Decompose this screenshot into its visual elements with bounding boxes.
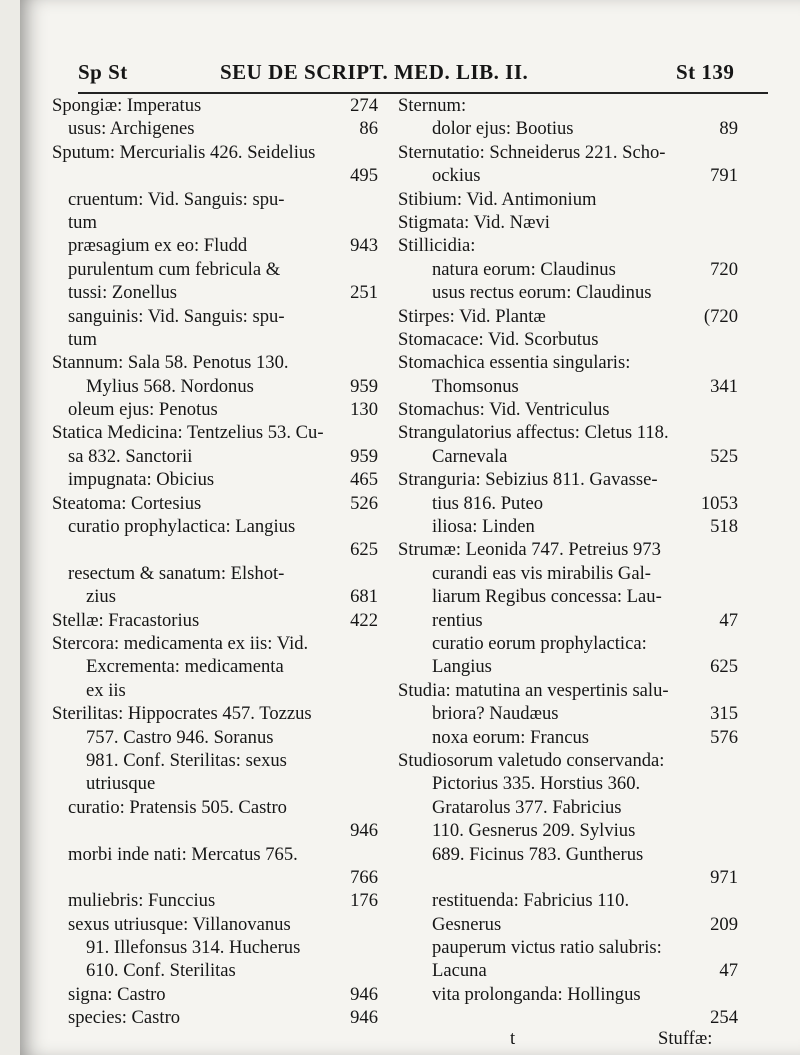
index-entry [52, 515, 378, 538]
index-column-right [398, 94, 738, 1030]
index-entry [398, 398, 738, 421]
index-entry [52, 141, 378, 164]
entry-text: curatio: Pratensis 505. Castro [68, 796, 287, 818]
page-reference: 625 [710, 656, 738, 678]
index-entry [52, 959, 378, 982]
page-reference: 465 [350, 469, 378, 491]
entry-text: pauperum victus ratio salubris: [432, 937, 662, 959]
index-entry [398, 983, 738, 1006]
index-entry [398, 913, 738, 936]
entry-text: præsagium ex eo: Fludd [68, 235, 248, 257]
index-entry [52, 258, 378, 281]
entry-text: ockius [432, 165, 481, 187]
index-entry [398, 866, 738, 889]
entry-text: Stibium: Vid. Antimonium [398, 188, 597, 210]
entry-text: curatio prophylactica: Langius [68, 516, 296, 538]
entry-text: Stillicidia: [398, 235, 476, 257]
running-header [78, 58, 768, 94]
page-reference: 946 [350, 1007, 378, 1029]
entry-text: Strangulatorius affectus: Cletus 118. [398, 422, 669, 444]
index-entry [398, 936, 738, 959]
entry-text: Strumæ: Leonida 747. Petreius 973 [398, 539, 661, 561]
entry-text: 91. Illefonsus 314. Hucherus [86, 937, 301, 959]
entry-text: Carnevala [432, 445, 508, 467]
page-reference: 946 [350, 983, 378, 1005]
page-reference: 315 [710, 703, 738, 725]
page-reference: 946 [350, 820, 378, 842]
entry-text: Stellæ: Fracastorius [52, 609, 200, 631]
index-entry [398, 492, 738, 515]
entry-text: Sputum: Mercurialis 426. Seidelius [52, 141, 316, 163]
page-reference: 959 [350, 375, 378, 397]
page-reference: 47 [719, 960, 738, 982]
index-entry [52, 468, 378, 491]
entry-text: rentius [432, 609, 483, 631]
page-reference: 47 [719, 609, 738, 631]
index-entry [52, 351, 378, 374]
index-entry [398, 117, 738, 140]
page-reference: 130 [350, 399, 378, 421]
entry-text: curatio eorum prophylactica: [432, 632, 647, 654]
index-entry [52, 375, 378, 398]
page-reference: 1053 [700, 492, 738, 514]
index-entry [52, 585, 378, 608]
entry-text: tum [68, 211, 97, 233]
index-entry [398, 281, 738, 304]
index-entry [398, 234, 738, 257]
entry-text: tum [68, 328, 97, 350]
catchword: Stuffæ: [658, 1028, 713, 1049]
index-entry [398, 468, 738, 491]
index-entry [52, 445, 378, 468]
page-reference: (720 [703, 305, 738, 327]
page-reference: 254 [710, 1007, 738, 1029]
index-entry [52, 421, 378, 444]
index-entry [52, 796, 378, 819]
index-entry [398, 328, 738, 351]
entry-text: cruentum: Vid. Sanguis: spu- [68, 188, 285, 210]
index-entry [398, 749, 738, 772]
entry-text: zius [86, 586, 116, 608]
index-entry [52, 398, 378, 421]
entry-text: muliebris: Funccius [68, 890, 216, 912]
index-entry [52, 164, 378, 187]
entry-text: species: Castro [68, 1007, 181, 1029]
entry-text: Sternum: [398, 95, 467, 116]
entry-text: sanguinis: Vid. Sanguis: spu- [68, 305, 285, 327]
page-reference: 681 [350, 586, 378, 608]
index-entry [398, 1006, 738, 1029]
entry-text: utriusque [86, 773, 156, 795]
page-reference: 526 [350, 492, 378, 514]
index-entry [398, 679, 738, 702]
index-entry [398, 585, 738, 608]
header-title: SEU DE SCRIPT. MED. LIB. II. [220, 60, 529, 84]
index-entry [52, 117, 378, 140]
index-entry [52, 843, 378, 866]
index-entry [398, 258, 738, 281]
entry-text: 757. Castro 946. Soranus [86, 726, 274, 748]
index-entry [398, 188, 738, 211]
page-reference: 525 [710, 445, 738, 467]
entry-text: Sterilitas: Hippocrates 457. Tozzus [52, 703, 312, 725]
index-entry [398, 889, 738, 912]
page-reference: 943 [350, 235, 378, 257]
entry-text: Langius [432, 656, 492, 678]
entry-text: Stigmata: Vid. Nævi [398, 211, 550, 233]
entry-text: restituenda: Fabricius 110. [432, 890, 630, 912]
index-entry [52, 94, 378, 117]
index-entry [52, 281, 378, 304]
entry-text: tussi: Zonellus [68, 282, 177, 304]
page-reference: 791 [710, 165, 738, 187]
entry-text: morbi inde nati: Mercatus 765. [68, 843, 298, 865]
index-entry [398, 726, 738, 749]
entry-text: Studiosorum valetudo conservanda: [398, 749, 665, 771]
entry-text: Mylius 568. Nordonus [86, 375, 254, 397]
entry-text: vita prolonganda: Hollingus [432, 983, 641, 1005]
entry-text: Statica Medicina: Tentzelius 53. Cu- [52, 422, 324, 444]
index-entry [52, 679, 378, 702]
index-entry [398, 141, 738, 164]
index-entry [398, 655, 738, 678]
index-entry [398, 211, 738, 234]
index-entry [52, 188, 378, 211]
page-reference: 720 [710, 258, 738, 280]
entry-text: Stercora: medicamenta ex iis: Vid. [52, 632, 309, 654]
index-entry [52, 726, 378, 749]
entry-text: Stomacace: Vid. Scorbutus [398, 328, 599, 350]
entry-text: natura eorum: Claudinus [432, 258, 616, 280]
page-reference: 209 [710, 913, 738, 935]
entry-text: ex iis [86, 679, 126, 701]
page-reference: 422 [350, 609, 378, 631]
index-entry [52, 538, 378, 561]
index-entry [398, 351, 738, 374]
index-entry [398, 609, 738, 632]
index-entry [52, 889, 378, 912]
index-entry [52, 211, 378, 234]
index-entry [398, 843, 738, 866]
index-entry [52, 562, 378, 585]
index-entry [52, 492, 378, 515]
entry-text: liarum Regibus concessa: Lau- [432, 586, 662, 608]
index-entry [52, 866, 378, 889]
index-entry [52, 936, 378, 959]
index-entry [398, 538, 738, 561]
entry-text: Stomachica essentia singularis: [398, 352, 631, 374]
page-reference: 959 [350, 445, 378, 467]
entry-text: Steatoma: Cortesius [52, 492, 202, 514]
index-entry [398, 445, 738, 468]
page-reference: 176 [350, 890, 378, 912]
index-entry [52, 749, 378, 772]
entry-text: Spongiæ: Imperatus [52, 95, 202, 116]
index-entry [398, 959, 738, 982]
index-entry [398, 632, 738, 655]
entry-text: Thomsonus [432, 375, 519, 397]
entry-text: resectum & sanatum: Elshot- [68, 562, 285, 584]
index-entry [52, 234, 378, 257]
index-entry [398, 164, 738, 187]
page-reference: 274 [350, 95, 378, 116]
signature-mark: t [510, 1028, 516, 1049]
entry-text: Lacuna [432, 960, 487, 982]
entry-text: 110. Gesnerus 209. Sylvius [432, 820, 636, 842]
index-entry [398, 375, 738, 398]
page-reference: 89 [719, 118, 738, 140]
entry-text: iliosa: Linden [432, 516, 535, 538]
index-entry [52, 983, 378, 1006]
entry-text: Stomachus: Vid. Ventriculus [398, 399, 610, 421]
entry-text: purulentum cum febricula & [68, 258, 281, 280]
entry-text: impugnata: Obicius [68, 469, 215, 491]
index-entry [52, 632, 378, 655]
index-entry [398, 702, 738, 725]
entry-text: tius 816. Puteo [432, 492, 544, 514]
page-reference: 625 [350, 539, 378, 561]
index-entry [398, 819, 738, 842]
entry-text: 689. Ficinus 783. Guntherus [432, 843, 644, 865]
entry-text: 610. Conf. Sterilitas [86, 960, 236, 982]
index-entry [52, 819, 378, 842]
page-reference: 341 [710, 375, 738, 397]
entry-text: sa 832. Sanctorii [68, 445, 193, 467]
index-entry [52, 328, 378, 351]
entry-text: signa: Castro [68, 983, 166, 1005]
entry-text: Gratarolus 377. Fabricius [432, 796, 622, 818]
index-column-left [52, 94, 378, 1030]
entry-text: oleum ejus: Penotus [68, 399, 218, 421]
entry-text: Excrementa: medicamenta [86, 656, 284, 678]
header-right-guide: St 139 [676, 60, 735, 84]
index-entry [398, 515, 738, 538]
entry-text: usus rectus eorum: Claudinus [432, 282, 652, 304]
entry-text: noxa eorum: Francus [432, 726, 589, 748]
page-reference: 86 [359, 118, 378, 140]
entry-text: Stannum: Sala 58. Penotus 130. [52, 352, 289, 374]
page-reference: 971 [710, 866, 738, 888]
entry-text: Stranguria: Sebizius 811. Gavasse- [398, 469, 658, 491]
index-entry [398, 772, 738, 795]
index-entry [52, 655, 378, 678]
index-entry [52, 913, 378, 936]
entry-text: dolor ejus: Bootius [432, 118, 574, 140]
index-entry [52, 702, 378, 725]
entry-text: usus: Archigenes [68, 118, 195, 140]
index-entry [52, 609, 378, 632]
entry-text: Gesnerus [432, 913, 502, 935]
index-entry [398, 562, 738, 585]
entry-text: Sternutatio: Schneiderus 221. Scho- [398, 141, 666, 163]
index-entry [398, 421, 738, 444]
entry-text: Studia: matutina an vespertinis salu- [398, 679, 669, 701]
entry-text: briora? Naudæus [432, 703, 559, 725]
index-entry [52, 305, 378, 328]
index-entry [52, 772, 378, 795]
index-entry [398, 94, 738, 117]
entry-text: 981. Conf. Sterilitas: sexus [86, 749, 287, 771]
index-entry [52, 1006, 378, 1029]
page-reference: 518 [710, 516, 738, 538]
index-entry [398, 796, 738, 819]
entry-text: Pictorius 335. Horstius 360. [432, 773, 641, 795]
page-reference: 495 [350, 165, 378, 187]
header-left-guide: Sp St [78, 60, 128, 84]
page-reference: 251 [350, 282, 378, 304]
index-entry [398, 305, 738, 328]
page-reference: 576 [710, 726, 738, 748]
entry-text: curandi eas vis mirabilis Gal- [432, 562, 651, 584]
entry-text: sexus utriusque: Villanovanus [68, 913, 291, 935]
entry-text: Stirpes: Vid. Plantæ [398, 305, 546, 327]
page-reference: 766 [350, 866, 378, 888]
